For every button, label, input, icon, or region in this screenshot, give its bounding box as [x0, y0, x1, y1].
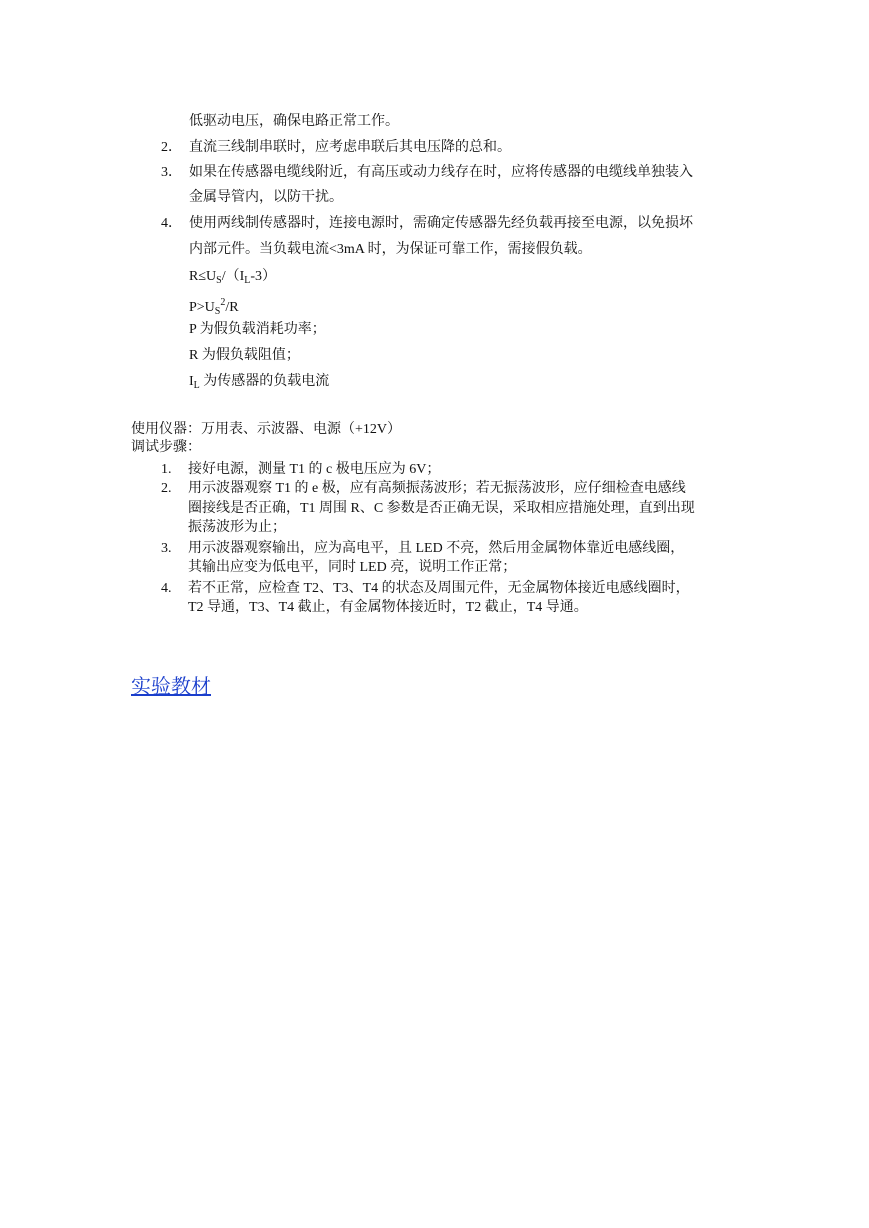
item-3-number: 3．	[161, 165, 182, 180]
formula-power: $P>U_S^2/R$	[189, 297, 239, 317]
item-4-line-1: 使用两线制传感器时，连接电源时，需确定传感器先经负载再接至电源，以免损坏	[189, 216, 693, 231]
step-1-number: 1.	[161, 462, 172, 477]
step-4-line-2: T2 导通，T3、T4 截止，有金属物体接近时，T2 截止，T4 导通。	[188, 600, 588, 615]
step-3-number: 3.	[161, 541, 172, 556]
step-2-line-2: 圈接线是否正确，T1 周围 R、C 参数是否正确无误，采取相应措施处理，直到出现	[188, 501, 695, 516]
instruments-text: 使用仪器：万用表、示波器、电源（+12V）	[131, 422, 402, 437]
item-4-number: 4．	[161, 216, 182, 231]
step-1-text: 接好电源，测量 T1 的 c 极电压应为 6V；	[188, 462, 441, 477]
steps-title: 调试步骤：	[131, 440, 201, 455]
note-resistance: R 为假负载阻值；	[189, 348, 300, 363]
item-2-text: 直流三线制串联时，应考虑串联后其电压降的总和。	[189, 140, 511, 155]
item-3-line-2: 金属导管内，以防干扰。	[189, 190, 343, 205]
experiment-materials-link[interactable]: 实验教材	[131, 676, 211, 698]
continuation-text: 低驱动电压，确保电路正常工作。	[189, 114, 399, 129]
step-3-line-2: 其输出应变为低电平，同时 LED 亮，说明工作正常；	[188, 560, 517, 575]
step-4-line-1: 若不正常，应检查 T2、T3、T4 的状态及周围元件，无金属物体接近电感线圈时，	[188, 581, 690, 596]
step-2-line-3: 振荡波形为止；	[188, 520, 286, 535]
formula-resistance: $R\le U_S/(I_L-3)$	[189, 269, 277, 286]
note-power: P 为假负载消耗功率；	[189, 322, 326, 337]
step-2-number: 2.	[161, 481, 172, 496]
step-2-line-1: 用示波器观察 T1 的 e 极，应有高频振荡波形；若无振荡波形，应仔细检查电感线	[188, 481, 686, 496]
item-2-number: 2．	[161, 140, 182, 155]
item-3-line-1: 如果在传感器电缆线附近，有高压或动力线存在时，应将传感器的电缆线单独装入	[189, 165, 693, 180]
step-3-line-1: 用示波器观察输出，应为高电平，且 LED 不亮，然后用金属物体靠近电感线圈，	[188, 541, 685, 556]
item-4-line-2: 内部元件。当负载电流<3mA 时，为保证可靠工作，需接假负载。	[189, 242, 592, 257]
step-4-number: 4.	[161, 581, 172, 596]
note-load-current: $I_L$ 为传感器的负载电流	[189, 374, 330, 391]
